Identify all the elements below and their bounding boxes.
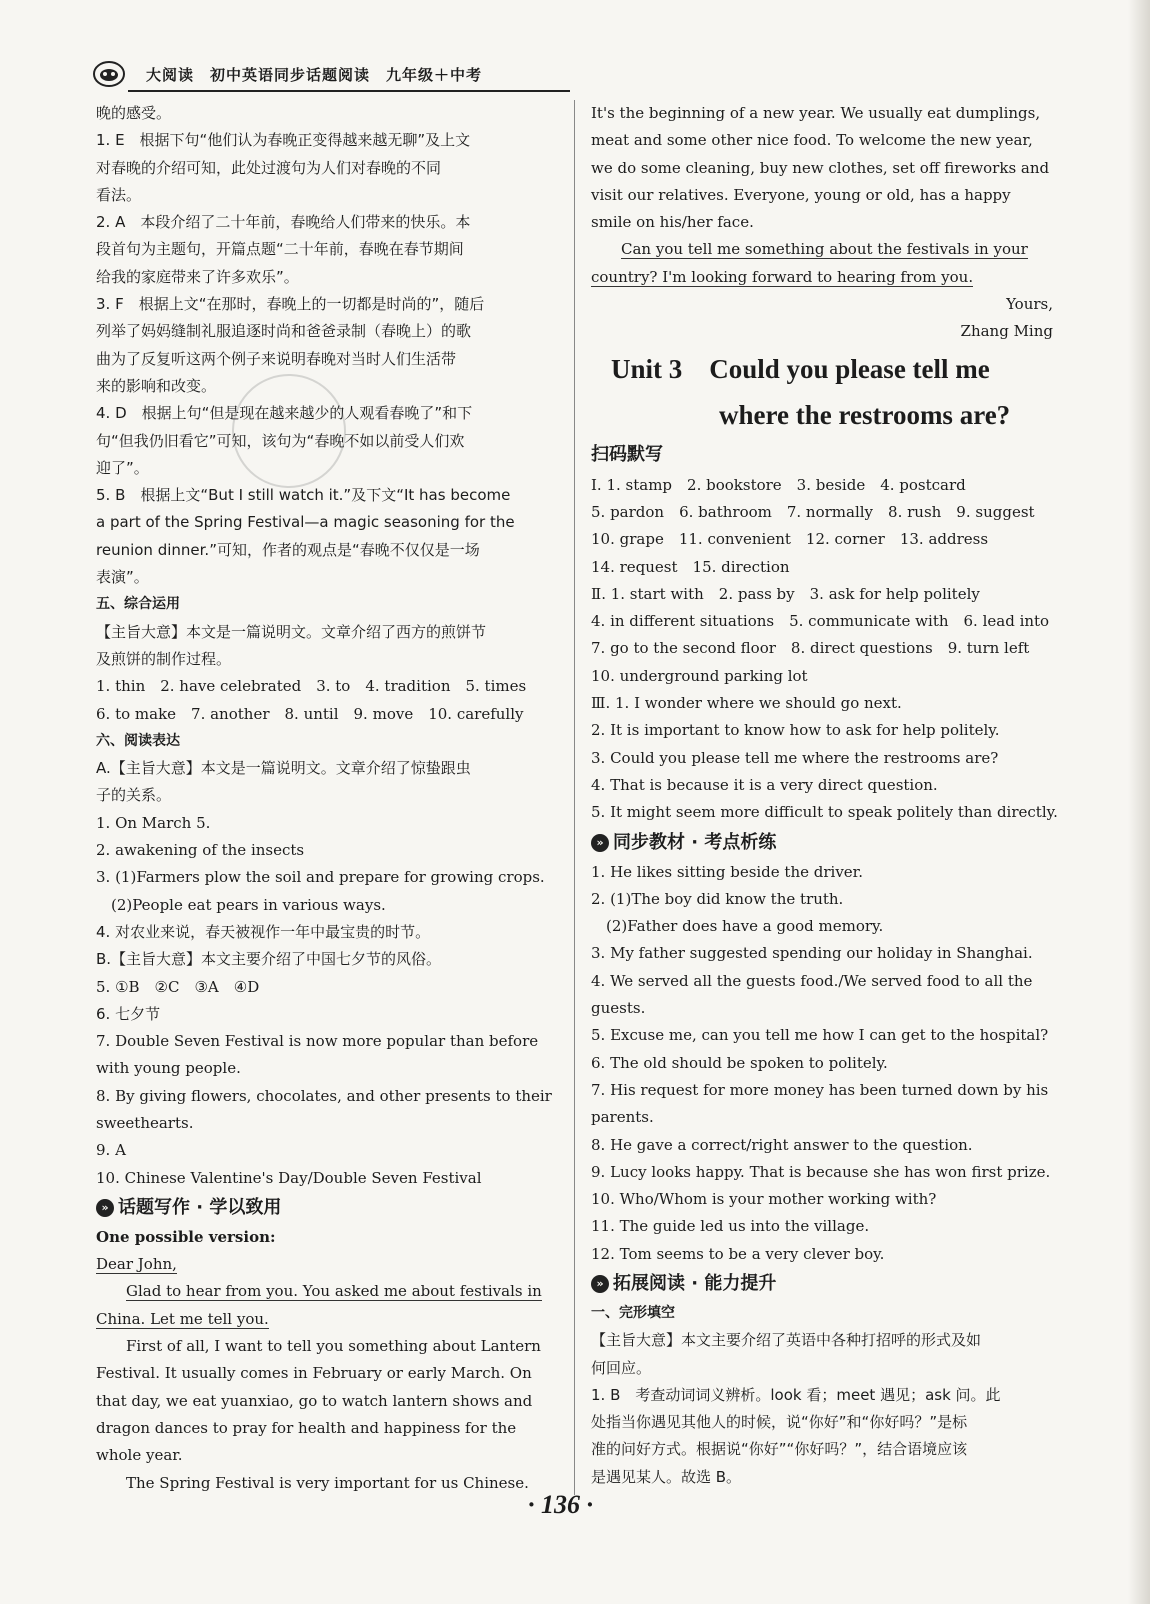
- text-line: 对春晚的介绍可知，此处过渡句为人们对春晚的不同: [96, 158, 442, 177]
- letter-line: The Spring Festival is very important for us Chinese.: [126, 1473, 529, 1492]
- answer-line: 1. E 根据下句“他们认为春晚正变得越来越无聊”及上文: [96, 131, 471, 150]
- letter-text: Glad to hear from you. You asked me about festivals in: [126, 1282, 542, 1301]
- sentence-line: 3. Could you please tell me where the restrooms are?: [591, 748, 999, 767]
- letter-line: smile on his/her face.: [591, 213, 754, 232]
- exercise-line: guests.: [591, 999, 646, 1018]
- main-idea-line: 【主旨大意】本文是一篇说明文。文章介绍了西方的煎饼节: [96, 622, 487, 641]
- writing-section-heading: [96, 1192, 558, 1224]
- exercise-line: 12. Tom seems to be a very clever boy.: [591, 1244, 885, 1263]
- answer-block-reading: [96, 100, 558, 591]
- letter-line: Festival. It usually comes in February or early March. On: [96, 1364, 532, 1383]
- answer-row: 1. thin 2. have celebrated 3. to 4. tradition 5. times: [96, 677, 527, 696]
- chevron-right-icon: »: [591, 834, 609, 852]
- answer-line: 5. B 根据上文“But I still watch it.”及下文“It has become: [96, 486, 511, 505]
- letter-line: visit our relatives. Everyone, young or old, has a happy: [591, 185, 1011, 204]
- letter-line: It's the beginning of a new year. We usually eat dumplings,: [591, 104, 1041, 122]
- book-logo-icon: [92, 60, 126, 88]
- letter-line: whole year.: [96, 1446, 183, 1465]
- sample-label: One possible version:: [96, 1227, 276, 1246]
- text-line: 段首句为主题句，开篇点题“二十年前，春晚在春节期间: [96, 240, 464, 259]
- text-line: 来的影响和改变。: [96, 376, 217, 395]
- exercise-line: (2)Father does have a good memory.: [591, 917, 884, 936]
- phrase-line: 7. go to the second floor 8. direct questions 9. turn left: [591, 639, 1030, 658]
- sentence-line: 5. It might seem more difficult to speak politely than directly.: [591, 803, 1058, 822]
- exercise-line: 10. Who/Whom is your mother working with?: [591, 1190, 937, 1209]
- main-idea-line: A.【主旨大意】本文是一篇说明文。文章介绍了惊蛰跟虫: [96, 759, 471, 778]
- main-idea-line: 及煎饼的制作过程。: [96, 649, 232, 668]
- letter-greeting: [96, 1251, 558, 1278]
- phrase-line: Ⅱ. 1. start with 2. pass by 3. ask for help politely: [591, 584, 980, 603]
- answer-row: 6. to make 7. another 8. until 9. move 10. carefully: [96, 704, 524, 723]
- exercise-line: 7. His request for more money has been turned down by his: [591, 1080, 1049, 1099]
- answer-line: (2)People eat pears in various ways.: [96, 895, 386, 914]
- main-idea-line: 【主旨大意】本文主要介绍了英语中各种打招呼的形式及如: [591, 1331, 982, 1350]
- exercise-line: 3. My father suggested spending our holiday in Shanghai.: [591, 944, 1033, 963]
- letter-text: Can you tell me something about the festivals in your: [621, 240, 1028, 259]
- exercise-line: 6. The old should be spoken to politely.: [591, 1053, 888, 1072]
- letter-line: First of all, I want to tell you something about Lantern: [126, 1337, 541, 1356]
- vocab-line: Ⅰ. 1. stamp 2. bookstore 3. beside 4. postcard: [591, 475, 966, 494]
- answer-line: 准的问好方式。根据说“你好”“你好吗？”，结合语境应该: [591, 1440, 968, 1459]
- letter-line: we do some cleaning, buy new clothes, set off fireworks and: [591, 158, 1050, 177]
- page-number: · 136 ·: [528, 1490, 593, 1519]
- text-line: 给我的家庭带来了许多欢乐”。: [96, 267, 299, 286]
- exercise-line: 8. He gave a correct/right answer to the question.: [591, 1135, 973, 1154]
- sync-section-title: 同步教材 · 考点析练: [613, 831, 777, 853]
- answer-line: 4. 对农业来说，春天被视作一年中最宝贵的时节。: [96, 922, 431, 941]
- page-edge: [1128, 0, 1150, 1604]
- answer-line: 2. A 本段介绍了二十年前，春晚给人们带来的快乐。本: [96, 213, 471, 232]
- phrase-line: 10. underground parking lot: [591, 666, 808, 685]
- answer-line: 处指当你遇见其他人的时候，说“你好”和“你好吗？”是标: [591, 1413, 968, 1432]
- answer-line: 是遇见某人。故选 B。: [591, 1467, 742, 1486]
- text-line: 句“但我仍旧看它”可知，该句为“春晚不如以前受人们欢: [96, 431, 465, 450]
- letter-line: [96, 1306, 558, 1333]
- exercise-line: 4. We served all the guests food./We served food to all the: [591, 971, 1033, 990]
- left-column: [96, 100, 558, 1497]
- answer-line: 3. (1)Farmers plow the soil and prepare for growing crops.: [96, 868, 545, 887]
- answer-line: 3. F 根据上文“在那时，春晚上的一切都是时尚的”，随后: [96, 295, 485, 314]
- answer-line: 5. ①B ②C ③A ④D: [96, 977, 260, 996]
- letter-signature: Zhang Ming: [960, 322, 1053, 341]
- letter-text: China. Let me tell you.: [96, 1309, 269, 1328]
- exercise-line: parents.: [591, 1108, 654, 1127]
- text-line: 迎了”。: [96, 458, 149, 477]
- sync-section-heading: [591, 827, 1053, 859]
- main-idea-line: 何回应。: [591, 1358, 652, 1377]
- answer-line: 1. On March 5.: [96, 813, 211, 832]
- text-line: 看法。: [96, 185, 142, 204]
- header-rule: [128, 90, 570, 92]
- answer-line: 8. By giving flowers, chocolates, and other presents to their: [96, 1086, 552, 1105]
- letter-line: [591, 264, 1053, 291]
- extension-section-title: 拓展阅读 · 能力提升: [613, 1272, 777, 1294]
- letter-line: [591, 236, 1053, 263]
- answer-line: with young people.: [96, 1059, 241, 1078]
- writing-section-title: 话题写作 · 学以致用: [118, 1196, 282, 1218]
- text-line: 晚的感受。: [96, 104, 172, 122]
- vocab-line: 10. grape 11. convenient 12. corner 13. address: [591, 530, 989, 549]
- exercise-line: 5. Excuse me, can you tell me how I can get to the hospital?: [591, 1026, 1049, 1045]
- answer-line: 1. B 考查动词词义辨析。look 看；meet 遇见；ask 问。此: [591, 1385, 1001, 1404]
- unit-title-line-1: Unit 3 Could you please tell me: [611, 353, 990, 384]
- unit-title: [591, 346, 1053, 438]
- text-line: reunion dinner.”可知，作者的观点是“春晚不仅仅是一场: [96, 540, 480, 559]
- phrase-line: 4. in different situations 5. communicate with 6. lead into: [591, 612, 1050, 631]
- text-line: 曲为了反复听这两个例子来说明春晚对当时人们生活带: [96, 349, 457, 368]
- header-title: 大阅读 初中英语同步话题阅读 九年级＋中考: [146, 66, 483, 84]
- right-column: [591, 100, 1058, 1491]
- answer-line: sweethearts.: [96, 1113, 194, 1132]
- letter-closing: Yours,: [1006, 295, 1053, 314]
- letter-line: [96, 1278, 558, 1305]
- answer-line: 4. D 根据上句“但是现在越来越少的人观看春晚了”和下: [96, 404, 473, 423]
- answer-line: 2. awakening of the insects: [96, 841, 305, 860]
- exercise-line: 1. He likes sitting beside the driver.: [591, 862, 863, 881]
- sentence-line: Ⅲ. 1. I wonder where we should go next.: [591, 694, 902, 713]
- letter-line: that day, we eat yuanxiao, go to watch lantern shows and: [96, 1391, 533, 1410]
- chevron-right-icon: »: [591, 1275, 609, 1293]
- letter-line: dragon dances to pray for health and happiness for the: [96, 1418, 517, 1437]
- exercise-line: 2. (1)The boy did know the truth.: [591, 889, 844, 908]
- answer-line: 10. Chinese Valentine's Day/Double Seven Festival: [96, 1168, 482, 1187]
- section-heading-5: 五、综合运用: [96, 596, 180, 613]
- column-divider: [574, 100, 575, 1495]
- page-header: [88, 58, 570, 94]
- text-line: 列举了妈妈缝制礼服追逐时尚和爸爸录制（春晚上）的歌: [96, 322, 472, 341]
- chevron-right-icon: »: [96, 1199, 114, 1217]
- text-line: 表演”。: [96, 568, 149, 587]
- scan-section-heading: 扫码默写: [591, 443, 663, 465]
- vocab-line: 14. request 15. direction: [591, 557, 790, 576]
- unit-title-line-2: where the restrooms are?: [719, 399, 1011, 430]
- letter-text: country? I'm looking forward to hearing from you.: [591, 267, 974, 286]
- exercise-line: 11. The guide led us into the village.: [591, 1217, 870, 1236]
- extension-section-heading: [591, 1268, 1053, 1300]
- answer-line: 9. A: [96, 1141, 126, 1160]
- section-heading-6: 六、阅读表达: [96, 732, 180, 749]
- answer-line: 7. Double Seven Festival is now more popular than before: [96, 1032, 539, 1051]
- sentence-line: 4. That is because it is a very direct question.: [591, 775, 938, 794]
- sentence-line: 2. It is important to know how to ask for help politely.: [591, 721, 1000, 740]
- answer-line: 6. 七夕节: [96, 1004, 161, 1023]
- main-idea-line: 子的关系。: [96, 786, 172, 805]
- greeting-text: Dear John,: [96, 1255, 177, 1274]
- vocab-line: 5. pardon 6. bathroom 7. normally 8. rush 9. suggest: [591, 502, 1035, 521]
- exercise-line: 9. Lucy looks happy. That is because she has won first prize.: [591, 1162, 1051, 1181]
- main-idea-line: B.【主旨大意】本文主要介绍了中国七夕节的风俗。: [96, 950, 442, 969]
- cloze-heading: 一、完形填空: [591, 1304, 675, 1321]
- letter-line: meat and some other nice food. To welcome the new year,: [591, 131, 1033, 150]
- text-line: a part of the Spring Festival—a magic seasoning for the: [96, 513, 515, 532]
